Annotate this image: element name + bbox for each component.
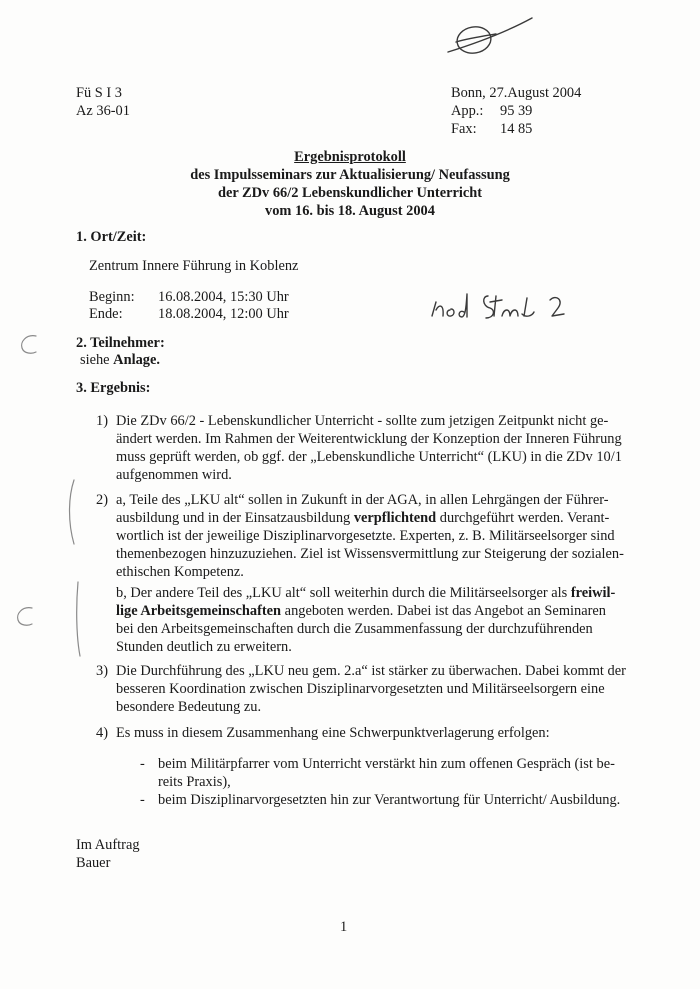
begin-label: Beginn:	[89, 289, 135, 305]
item-2a-line-3: wortlich ist der jeweilige Disziplinarvorgesetzte. Experten, z. B. Militärseelsorger sind	[116, 528, 615, 544]
end-label: Ende:	[89, 306, 123, 322]
punch-hole-mark-1	[18, 332, 42, 356]
signature-on-behalf: Im Auftrag	[76, 837, 140, 853]
fax-value: 14 85	[500, 121, 533, 137]
fax-row	[451, 120, 581, 138]
title-line-4: vom 16. bis 18. August 2004	[265, 203, 435, 219]
item-2-number: 2)	[96, 492, 108, 508]
app-row	[451, 102, 581, 120]
bullet-1-line-1: beim Militärpfarrer vom Unterricht verstärkt hin zum offenen Gespräch (ist be-	[158, 756, 615, 772]
item-3-number: 3)	[96, 663, 108, 679]
item-1-line-4: aufgenommen wird.	[116, 467, 232, 483]
document-title	[0, 148, 700, 220]
item-2a-emphasis: verpflichtend	[353, 510, 437, 526]
item-2b-text	[116, 584, 614, 656]
section-3-heading: 3. Ergebnis:	[76, 380, 151, 396]
item-3-line-2: besseren Koordination zwischen Disziplinarvorgesetzten und Militärseelsorgern eine	[116, 681, 605, 697]
office-code: Fü S I 3	[76, 85, 122, 101]
title-main: Ergebnisprotokoll	[294, 149, 406, 165]
margin-bracket-2	[70, 580, 90, 660]
bullet-dash: -	[140, 792, 145, 808]
item-2a-line-2	[116, 509, 614, 527]
place-date: Bonn, 27.August 2004	[451, 85, 582, 101]
item-2b-line-3: bei den Arbeitsgemeinschaften durch die Zusammenfassung der durchzuführenden	[116, 621, 593, 637]
header-contact	[451, 84, 581, 138]
item-2a-line-1: a, Teile des „LKU alt“ sollen in Zukunft in der AGA, in allen Lehrgängen der Führer-	[116, 492, 609, 508]
item-2b-emphasis-2: lige Arbeitsgemeinschaften	[116, 603, 282, 619]
item-1-line-3: muss geprüft werden, ob ggf. der „Lebenskundliche Unterricht“ (LKU) in die ZDv 10/1	[116, 449, 622, 465]
margin-bracket-1	[62, 478, 82, 548]
handwritten-note	[430, 290, 570, 326]
participants-text	[80, 351, 160, 369]
item-4-text	[116, 724, 614, 742]
punch-hole-mark-2	[14, 604, 38, 628]
item-2b-line-1	[116, 584, 614, 602]
item-2b-line-4: Stunden deutlich zu erweitern.	[116, 639, 292, 655]
item-3-line-1: Die Durchführung des „LKU neu gem. 2.a“ ist stärker zu überwachen. Dabei kommt der	[116, 663, 626, 679]
item-2a-line-5: ethischen Kompetenz.	[116, 564, 244, 580]
item-1-line-1: Die ZDv 66/2 - Lebenskundlicher Unterricht - sollte zum jetzigen Zeitpunkt nicht ge-	[116, 413, 609, 429]
item-2a-line-4: themenbezogen hinzuzuziehen. Ziel ist Wissensvermittlung zur Steigerung der sozialen-	[116, 546, 624, 562]
begin-value: 16.08.2004, 15:30 Uhr	[158, 289, 289, 305]
item-3-text	[116, 662, 626, 716]
title-line-2: des Impulsseminars zur Aktualisierung/ Neufassung	[190, 167, 510, 183]
item-1-line-2: ändert werden. Im Rahmen der Weiterentwicklung der Konzeption der Inneren Führung	[116, 431, 622, 447]
bullet-dash: -	[140, 756, 145, 772]
item-2b-line-1-pre: b, Der andere Teil des „LKU alt“ soll weiterhin durch die Militärseelsorger als	[116, 585, 571, 601]
title-line-3: der ZDv 66/2 Lebenskundlicher Unterricht	[217, 185, 483, 201]
item-2b-emphasis-1: freiwil-	[570, 585, 616, 601]
item-1-number: 1)	[96, 413, 108, 429]
section-1-heading: 1. Ort/Zeit:	[76, 229, 147, 245]
end-value: 18.08.2004, 12:00 Uhr	[158, 306, 289, 322]
item-2a-line-2-pre: ausbildung und in der Einsatzausbildung	[116, 510, 354, 526]
item-2b-line-2	[116, 602, 614, 620]
file-reference: Az 36-01	[76, 103, 130, 119]
signature-block	[76, 836, 140, 872]
header-sender	[76, 84, 130, 120]
participants-attachment: Anlage.	[113, 352, 160, 368]
item-4-line-1: Es muss in diesem Zusammenhang eine Schwerpunktverlagerung erfolgen:	[116, 725, 550, 741]
bullet-2-line-1: beim Disziplinarvorgesetzten hin zur Verantwortung für Unterricht/ Ausbildung.	[158, 792, 621, 808]
item-2a-text	[116, 491, 624, 581]
participants-prefix: siehe	[80, 352, 114, 368]
item-1-text	[116, 412, 622, 484]
item-2b-line-2-post: angeboten werden. Dabei ist das Angebot an Seminaren	[281, 603, 606, 619]
page-number: 1	[340, 919, 348, 935]
app-label: App.:	[451, 103, 484, 119]
signature-name: Bauer	[76, 855, 111, 871]
location-text: Zentrum Innere Führung in Koblenz	[89, 258, 299, 274]
item-4-number: 4)	[96, 725, 108, 741]
bullet-1-line-2: reits Praxis),	[158, 774, 231, 790]
app-value: 95 39	[500, 103, 533, 119]
fax-label: Fax:	[451, 121, 477, 137]
handwritten-circle-mark	[440, 12, 540, 62]
item-2a-line-2-post: durchgeführt werden. Verant-	[436, 510, 610, 526]
section-2-heading: 2. Teilnehmer:	[76, 335, 165, 351]
item-3-line-3: besondere Bedeutung zu.	[116, 699, 262, 715]
